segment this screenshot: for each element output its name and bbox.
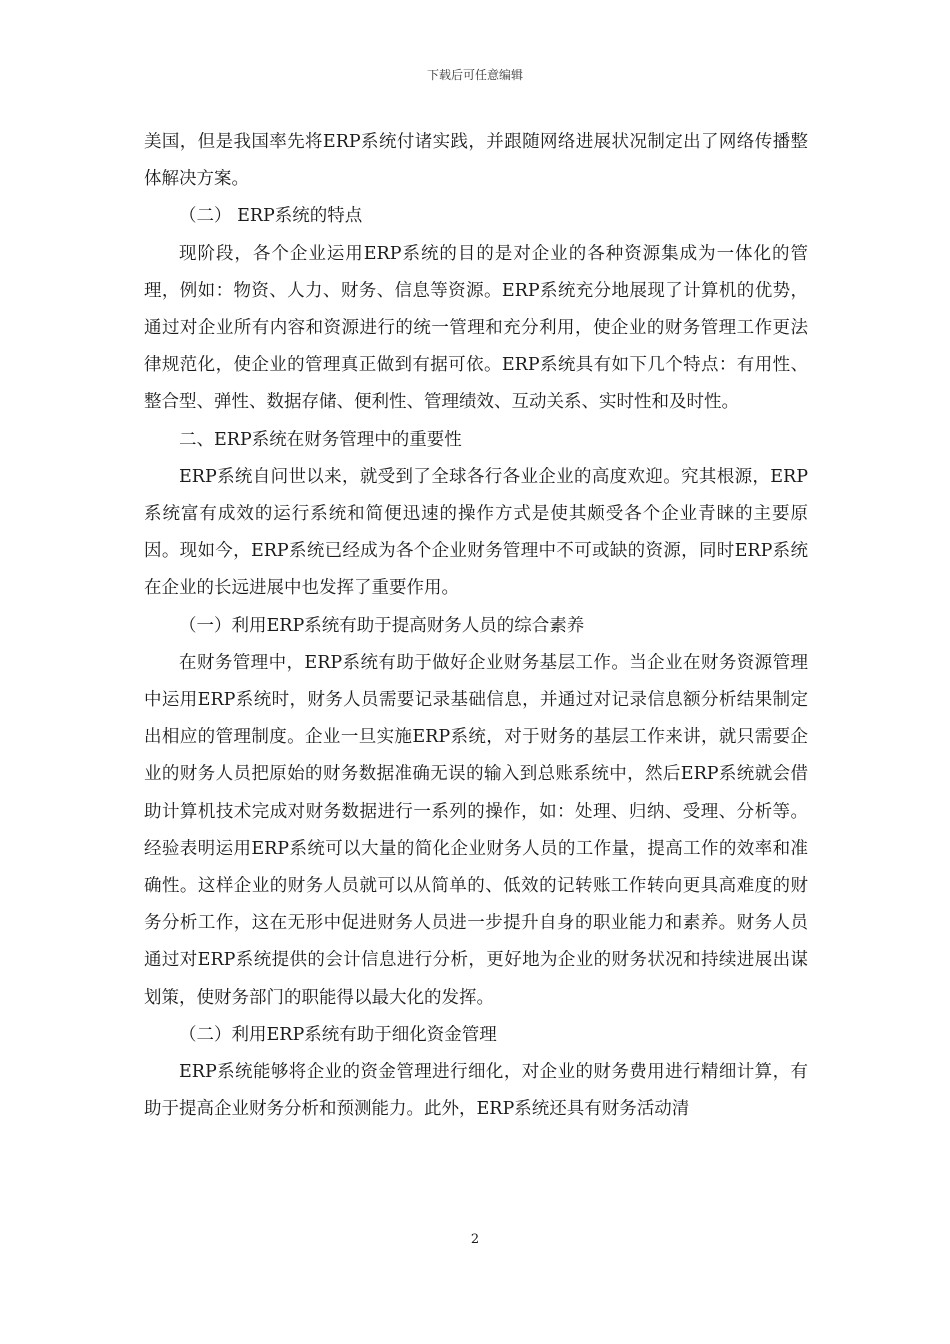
paragraph-importance: ERP系统自问世以来，就受到了全球各行各业企业的高度欢迎。究其根源，ERP系统富有成效的运行系统和简便迅速的操作方式是使其颇受各个企业青睐的主要原因。现如今，ERP系统已经成为各个企业财务管理中不可或缺的资源，同时ERP系统在企业的长远进展中也发挥了重要作用。	[144, 466, 808, 599]
paragraph-fund-management: ERP系统能够将企业的资金管理进行细化，对企业的财务费用进行精细计算，有助于提高企业财务分析和预测能力。此外，ERP系统还具有财务活动清	[144, 1062, 808, 1120]
page-number: 2	[470, 1232, 480, 1247]
section-heading-features: （二） ERP系统的特点	[179, 206, 363, 227]
paragraph-staff-quality: 在财务管理中，ERP系统有助于做好企业财务基层工作。当企业在财务资源管理中运用ERP系统时，财务人员需要记录基础信息，并通过对记录信息额分析结果制定出相应的管理制度。企业一旦实施ERP系统，对于财务的基层工作来讲，就只需要企业的财务人员把原始的财务数据准确无误的输入到总账系统中，然后ERP系统就会借助计算机技术完成对财务数据进行一系列的操作，如：处理、归纳、受理、分析等。经验表明运用ERP系统可以大量的简化企业财务人员的工作量，提高工作的效率和准确性。这样企业的财务人员就可以从简单的、低效的记转账工作转向更具高难度的财务分析工作，这在无形中促进财务人员进一步提升自身的职业能力和素养。财务人员通过对ERP系统提供的会计信息进行分析，更好地为企业的财务状况和持续进展出谋划策，使财务部门的职能得以最大化的发挥。	[144, 652, 808, 1008]
paragraph-features: 现阶段，各个企业运用ERP系统的目的是对企业的各种资源集成为一体化的管理，例如：物资、人力、财务、信息等资源。ERP系统充分地展现了计算机的优势，通过对企业所有内容和资源进行的统一管理和充分利用，使企业的财务管理工作更法律规范化，使企业的管理真正做到有据可依。ERP系统具有如下几个特点：有用性、整合型、弹性、数据存储、便利性、管理绩效、互动关系、实时性和及时性。	[144, 243, 808, 413]
section-heading-importance: 二、ERP系统在财务管理中的重要性	[179, 429, 462, 450]
document-body	[144, 124, 808, 1128]
subsection-heading-fund-management: （二）利用ERP系统有助于细化资金管理	[179, 1024, 497, 1045]
paragraph-continuation: 美国，但是我国率先将ERP系统付诸实践，并跟随网络进展状况制定出了网络传播整体解决方案。	[144, 132, 808, 190]
page-header: 下载后可任意编辑	[426, 68, 523, 82]
subsection-heading-staff-quality: （一）利用ERP系统有助于提高财务人员的综合素养	[179, 615, 585, 636]
